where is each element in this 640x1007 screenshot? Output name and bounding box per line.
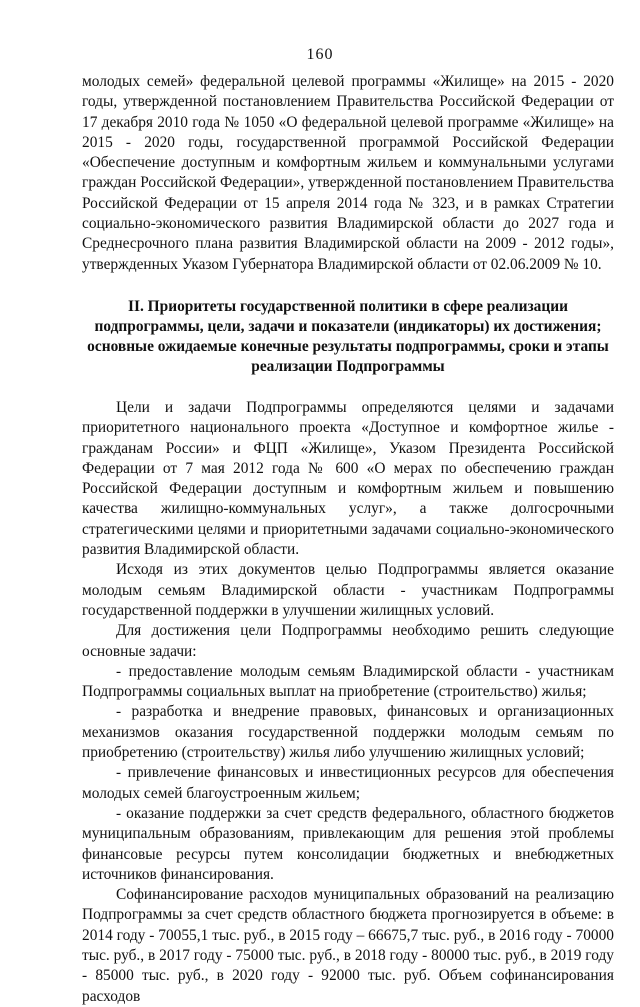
paragraph-tasks-intro: Для достижения цели Подпрограммы необходимо решить следующие основные задачи: [82,622,614,660]
section-title: II. Приоритеты государственной политики в сфере реализации подпрограммы, цели, задачи и показатели (индикаторы) их достижения; основные ожидаемые конечные результаты подпрограммы, сроки и этапы реализации Подпрограммы [87,297,609,375]
paragraph-goal: Исходя из этих документов целью Подпрограммы является оказание молодым семьям Владимирской области - участникам Подпрограммы государственной поддержки в улучшении жилищных условий. [82,561,614,619]
paragraph-goals-source: Цели и задачи Подпрограммы определяются целями и задачами приоритетного национального проекта «Доступное и комфортное жилье - гражданам России» и ФЦП «Жилище», Указом Президента Российской Федерации от 7 мая 2012 года № 600 «О мерах по обеспечению граждан Российской Федерации доступным и комфортным жильем и повышению качества жилищно-коммунальных услуг», а также долгосрочными стратегическими целями и приоритетными задачами социально-экономического развития Владимирской области. [82,398,614,559]
intro-paragraph: молодых семей» федеральной целевой программы «Жилище» на 2015 - 2020 годы, утвержденной постановлением Правительства Российской Федерации от 17 декабря 2010 года № 1050 «О федеральной целевой программе «Жилище» на 2015 - 2020 годы, государственной программой Российской Федерации «Обеспечение доступным и комфортным жильем и коммунальными услугами граждан Российской Федерации», утвержденной постановлением Правительства Российской Федерации от 15 апреля 2014 года № 323, и в рамках Стратегии социально-экономического развития Владимирской области до 2027 года и Среднесрочного плана развития Владимирской области на 2009 - 2012 годы», утвержденных Указом Губернатора Владимирской области от 02.06.2009 № 10. [82,73,614,273]
page-number: 160 [306,46,334,63]
list-item-task-1: - предоставление молодым семьям Владимирской области - участникам Подпрограммы социальных выплат на приобретение (строительство) жилья; [82,662,614,701]
list-item-task-2: - разработка и внедрение правовых, финансовых и организационных механизмов оказания государственной поддержки молодым семьям по приобретению (строительству) жилья либо улучшению жилищных условий; [82,703,614,762]
section-heading [82,297,614,377]
paragraph-cofinancing: Софинансирование расходов муниципальных образований на реализацию Подпрограммы за счет средств областного бюджета прогнозируется в объеме: в 2014 году - 70055,1 тыс. руб., в 2015 году – 66675,7 тыс. руб., в 2016 году - 70000 тыс. руб., в 2017 году - 75000 тыс. руб., в 2018 году - 80000 тыс. руб., в 2019 году - 85000 тыс. руб., в 2020 году - 92000 тыс. руб. Объем софинансирования расходов [82,886,614,1005]
list-item-task-3: - привлечение финансовых и инвестиционных ресурсов для обеспечения молодых семей благоустроенным жильем; [82,764,614,802]
list-item-task-4: - оказание поддержки за счет средств федерального, областного бюджетов муниципальным образованиям, привлекающим для решения этой проблемы финансовые ресурсы путем консолидации бюджетных и внебюджетных источников финансирования. [82,804,614,883]
document-body [82,72,614,1007]
